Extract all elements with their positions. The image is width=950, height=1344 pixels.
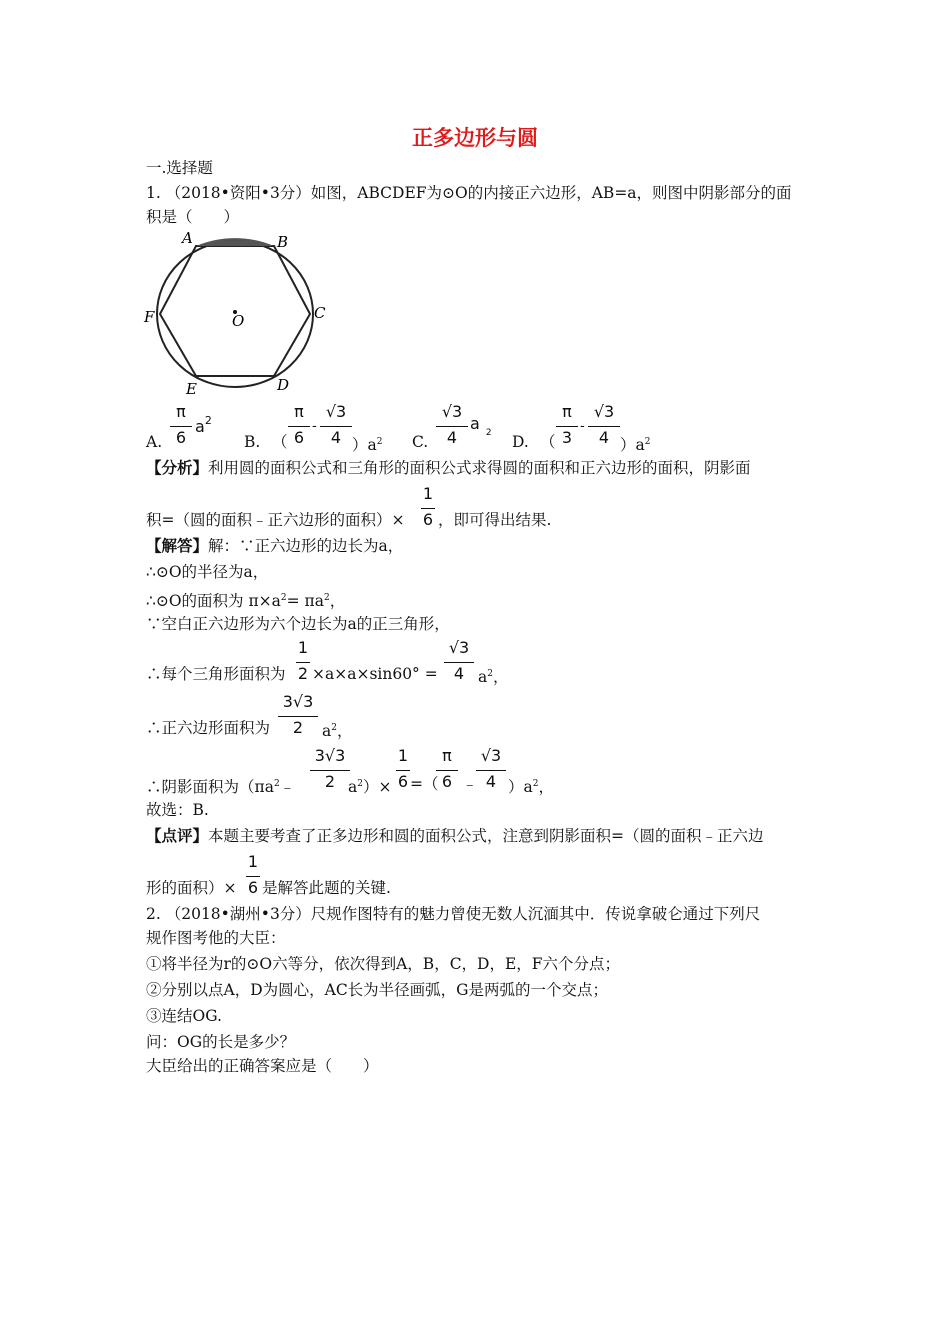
answer-line6-a: ∴正六边形面积为 [146, 719, 271, 737]
denominator: 6 [441, 772, 453, 791]
page-title: 正多边形与圆 [412, 125, 538, 150]
option-d-label: D. [512, 433, 529, 451]
q2-stem-line2: 规作图考他的大臣： [146, 929, 286, 947]
option-b-exp: 2 [376, 437, 383, 447]
numerator: √3 [325, 402, 347, 421]
numerator: π [294, 402, 304, 421]
answer-line2: ∴⊙O的半径为a， [146, 563, 269, 581]
hexagon-circle-figure [140, 228, 340, 400]
review-line2-end: 是解答此题的关键. [262, 879, 391, 897]
denominator: 4 [330, 428, 342, 447]
option-c-exp: 2 [485, 428, 492, 438]
answer-line1: 解：∵正六边形的边长为a， [208, 537, 404, 555]
denominator: 2 [292, 718, 304, 737]
review-line1: 本题主要考查了正多边形和圆的面积公式，注意到阴影面积=（圆的面积﹣正六边 [208, 827, 764, 845]
label-c: C [314, 304, 326, 322]
answer-line3-c: ， [329, 592, 346, 610]
numerator: √3 [448, 638, 470, 657]
label-a: A [182, 229, 193, 247]
answer-line7-b: ﹣ [279, 778, 296, 796]
denominator: 6 [175, 428, 187, 447]
exp: 2 [273, 779, 280, 789]
option-b-label: B. [244, 433, 261, 451]
q1-stem-line2: 积是（ ） [146, 208, 240, 226]
answer-line5-c: a [478, 668, 488, 686]
answer-line7-d: ）× [362, 778, 392, 796]
option-a-label: A. [146, 433, 163, 451]
q2-step1: ①将半径为r的⊙O六等分，依次得到A，B，C，D，E，F六个分点； [146, 955, 621, 973]
label-d: D [277, 376, 290, 394]
q2-stem-line1: 2. （2018•湖州•3分）尺规作图特有的魅力曾使无数人沉湎其中．传说拿破仑通过下列尺 [146, 905, 761, 923]
denominator: 6 [397, 772, 409, 791]
option-d-minus: - [580, 418, 585, 434]
denominator: 2 [324, 772, 336, 791]
numerator: 3√3 [282, 692, 314, 711]
option-c-var: a [470, 414, 480, 433]
numerator: 1 [397, 746, 409, 765]
answer-line4: ∵空白正六边形为六个边长为a的正三角形， [146, 615, 450, 633]
analysis-line2-end: ，即可得出结果. [438, 511, 552, 529]
option-a-exp: 2 [204, 414, 212, 427]
denominator: 4 [598, 428, 610, 447]
answer-line3-b: = πa [286, 592, 324, 610]
exp: 2 [532, 779, 539, 789]
answer-tag: 【解答】 [146, 536, 209, 555]
q1-stem-line1: 1. （2018•资阳•3分）如图，ABCDEF为⊙O的内接正六边形，AB=a，则图中阴影部分的面 [146, 184, 792, 202]
exp: 2 [280, 593, 287, 603]
denominator: 3 [561, 428, 573, 447]
comma: ， [336, 722, 353, 740]
exp: 2 [357, 779, 363, 789]
option-d-exp: 2 [644, 437, 651, 447]
comma: ， [538, 778, 554, 796]
numerator: π [442, 746, 452, 765]
answer-line7-e: =（ [410, 775, 439, 793]
label-o: O [232, 312, 245, 330]
numerator: π [562, 402, 572, 421]
option-c-label: C. [412, 433, 429, 451]
denominator: 4 [485, 772, 497, 791]
label-e: E [186, 380, 197, 398]
section-heading: 一.选择题 [146, 159, 213, 177]
denominator: 2 [297, 664, 309, 683]
answer-choice: 故选：B. [146, 801, 209, 819]
denominator: 6 [247, 878, 259, 897]
exp: 2 [323, 593, 330, 603]
option-b-minus: - [312, 418, 317, 434]
numerator: 3√3 [314, 746, 346, 765]
label-f: F [144, 308, 155, 326]
numerator: 1 [247, 852, 259, 871]
answer-line5-a: ∴每个三角形面积为 [146, 665, 286, 683]
analysis-line2-start: 积=（圆的面积﹣正六边形的面积）× [146, 511, 405, 529]
numerator: √3 [480, 746, 502, 765]
denominator: 4 [453, 664, 465, 683]
denominator: 6 [422, 510, 434, 529]
option-a-var: a [195, 417, 205, 436]
numerator: √3 [593, 402, 615, 421]
review-tag: 【点评】 [146, 826, 209, 845]
analysis-line1: 利用圆的面积公式和三角形的面积公式求得圆的面积和正六边形的面积，阴影面 [208, 459, 751, 477]
shaded-area [196, 240, 274, 246]
review-line2-start: 形的面积）× [146, 879, 237, 897]
numerator: √3 [441, 402, 463, 421]
denominator: 4 [446, 428, 458, 447]
label-b: B [277, 233, 289, 251]
answer-line7-c: a [348, 778, 358, 796]
comma: ， [492, 668, 509, 686]
q2-step2: ②分别以点A，D为圆心，AC长为半径画弧，G是两弧的一个交点； [146, 981, 609, 999]
answer-line3-a: ∴⊙O的面积为 π×a [146, 592, 281, 610]
answer-line7-a: ∴阴影面积为（πa [146, 778, 274, 796]
q2-step3: ③连结OG. [146, 1007, 222, 1025]
exp: 2 [487, 669, 493, 679]
option-d-open: （ [540, 433, 556, 451]
answer-line7-f: ﹣ [462, 775, 478, 793]
q2-question: 问：OG的长是多少？ [146, 1033, 296, 1051]
option-b-open: （ [272, 433, 288, 451]
numerator: 1 [297, 638, 309, 657]
denominator: 6 [293, 428, 305, 447]
exp: 2 [331, 723, 337, 733]
numerator: π [176, 402, 186, 421]
q2-prompt: 大臣给出的正确答案应是（ ） [146, 1057, 379, 1075]
answer-line6-b: a [322, 722, 332, 740]
option-b-close: ）a [352, 436, 377, 454]
answer-line7-g: ）a [508, 778, 533, 796]
numerator: 1 [422, 484, 434, 503]
answer-line5-b: ×a×a×sin60° = [312, 665, 438, 683]
analysis-tag: 【分析】 [146, 458, 209, 477]
option-d-close: ）a [620, 436, 645, 454]
